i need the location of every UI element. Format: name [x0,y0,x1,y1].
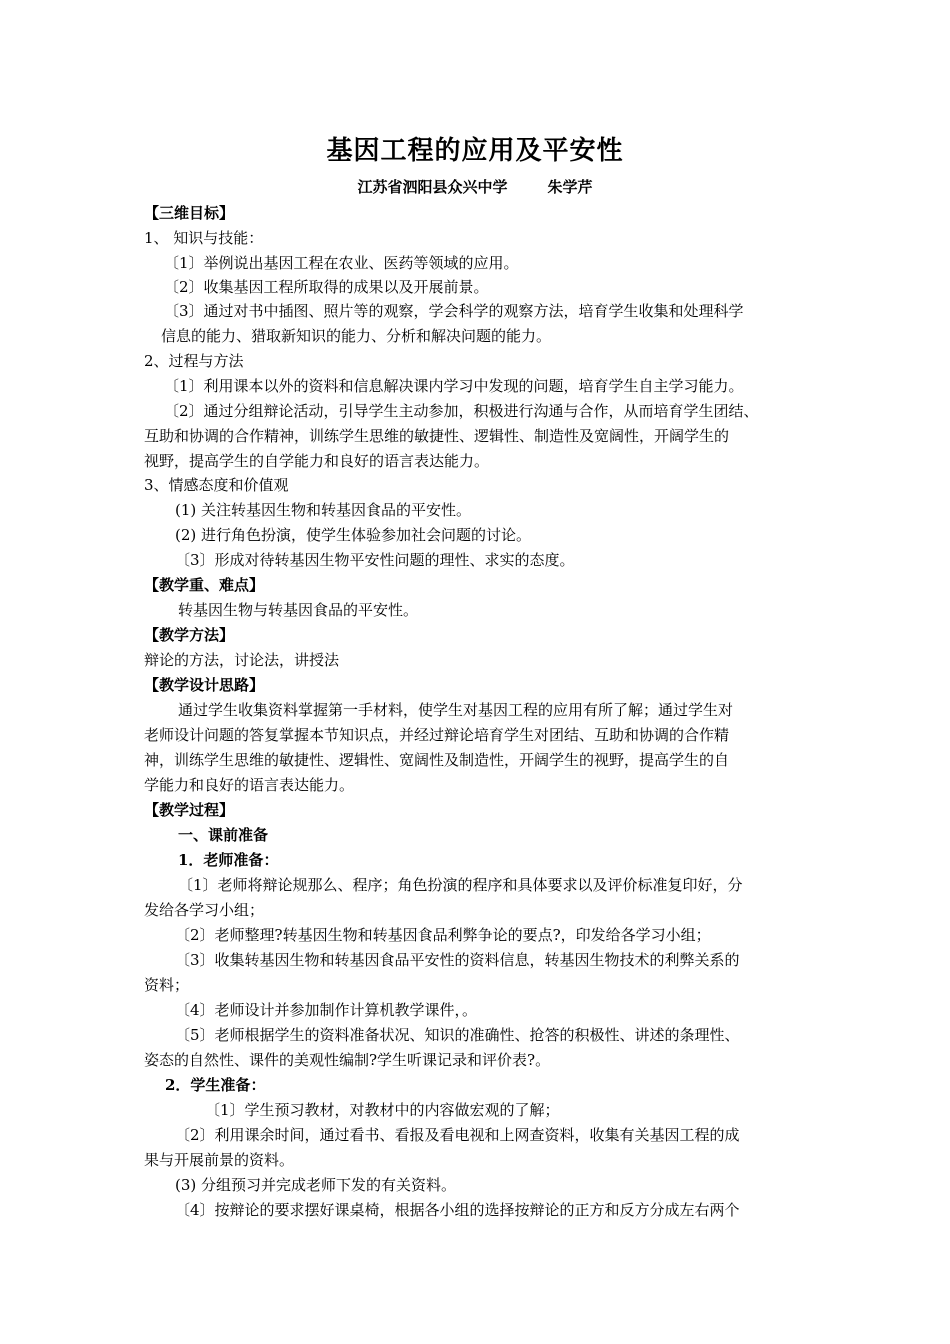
page-title: 基因工程的应用及平安性 [326,136,624,166]
author-line [0,177,950,197]
emotion-item-1: (1) 关注转基因生物和转基因食品的平安性。 [175,501,472,519]
teacher-item-5b: 姿态的自然性、课件的美观性编制?学生听课记录和评价表?。 [144,1051,551,1069]
prep-heading: 一、课前准备 [178,826,269,844]
key-heading: 【教学重、难点】 [144,576,265,594]
student-item-4: 〔4〕按辩论的要求摆好课桌椅，根据各小组的选择按辩论的正方和反方分成左右两个 [175,1201,740,1219]
process-heading: 2、过程与方法 [144,352,244,370]
method-text: 辩论的方法，讨论法，讲授法 [144,651,340,669]
knowledge-item-3a: 〔3〕通过对书中插图、照片等的观察，学会科学的观察方法，培育学生收集和处理科学 [164,302,744,320]
teacher-item-4: 〔4〕老师设计并参加制作计算机教学课件，。 [175,1001,478,1019]
process-main-heading: 【教学过程】 [144,801,235,819]
teacher-item-3b: 资料； [144,976,190,994]
teacher-item-2: 〔2〕老师整理?转基因生物和转基因食品利弊争论的要点?，印发给各学习小组； [175,926,711,944]
author-school: 江苏省泗阳县众兴中学 [357,178,508,196]
teacher-item-3a: 〔3〕收集转基因生物和转基因食品平安性的资料信息，转基因生物技术的利弊关系的 [175,951,740,969]
design-text-d: 学能力和良好的语言表达能力。 [144,776,355,794]
emotion-heading: 3、情感态度和价值观 [144,476,289,494]
process-item-1: 〔1〕利用课本以外的资料和信息解决课内学习中发现的问题，培育学生自主学习能力。 [164,377,744,395]
teacher-item-1a: 〔1〕老师将辩论规那么、程序；角色扮演的程序和具体要求以及评价标准复印好，分 [178,876,743,894]
student-heading: 2．学生准备： [165,1076,266,1094]
author-name: 朱学芹 [547,178,593,196]
teacher-item-1b: 发给各学习小组； [144,901,265,919]
knowledge-item-3b: 信息的能力、猎取新知识的能力、分析和解决问题的能力。 [161,327,552,345]
design-heading: 【教学设计思路】 [144,676,265,694]
key-text: 转基因生物与转基因食品的平安性。 [178,601,419,619]
teacher-heading: 1．老师准备： [178,851,279,869]
knowledge-item-1: 〔1〕举例说出基因工程在农业、医药等领域的应用。 [164,254,519,272]
student-item-2a: 〔2〕利用课余时间，通过看书、看报及看电视和上网查资料，收集有关基因工程的成 [175,1126,740,1144]
goals-heading: 【三维目标】 [144,204,235,222]
process-item-2b: 互助和协调的合作精神，训练学生思维的敏捷性、逻辑性、制造性及宽阔性，开阔学生的 [144,427,730,445]
method-heading: 【教学方法】 [144,626,235,644]
design-text-a: 通过学生收集资料掌握第一手材料，使学生对基因工程的应用有所了解；通过学生对 [178,701,734,719]
emotion-item-2: (2) 进行角色扮演，使学生体验参加社会问题的讨论。 [175,526,532,544]
teacher-item-5a: 〔5〕老师根据学生的资料准备状况、知识的准确性、抢答的积极性、讲述的条理性、 [175,1026,740,1044]
student-item-2b: 果与开展前景的资料。 [144,1151,295,1169]
knowledge-item-2: 〔2〕收集基因工程所取得的成果以及开展前景。 [164,278,489,296]
process-item-2a: 〔2〕通过分组辩论活动，引导学生主动参加，积极进行沟通与合作，从而培育学生团结、 [164,402,759,420]
emotion-item-3: 〔3〕形成对待转基因生物平安性问题的理性、求实的态度。 [175,551,575,569]
student-item-3: (3) 分组预习并完成老师下发的有关资料。 [175,1176,457,1194]
design-text-b: 老师设计问题的答复掌握本节知识点，并经过辩论培育学生对团结、互助和协调的合作精 [144,726,730,744]
design-text-c: 神，训练学生思维的敏捷性、逻辑性、宽阔性及制造性，开阔学生的视野，提高学生的自 [144,751,730,769]
knowledge-heading: 1、 知识与技能： [144,229,264,247]
process-item-2c: 视野，提高学生的自学能力和良好的语言表达能力。 [144,452,490,470]
student-item-1: 〔1〕学生预习教材，对教材中的内容做宏观的了解； [205,1101,560,1119]
